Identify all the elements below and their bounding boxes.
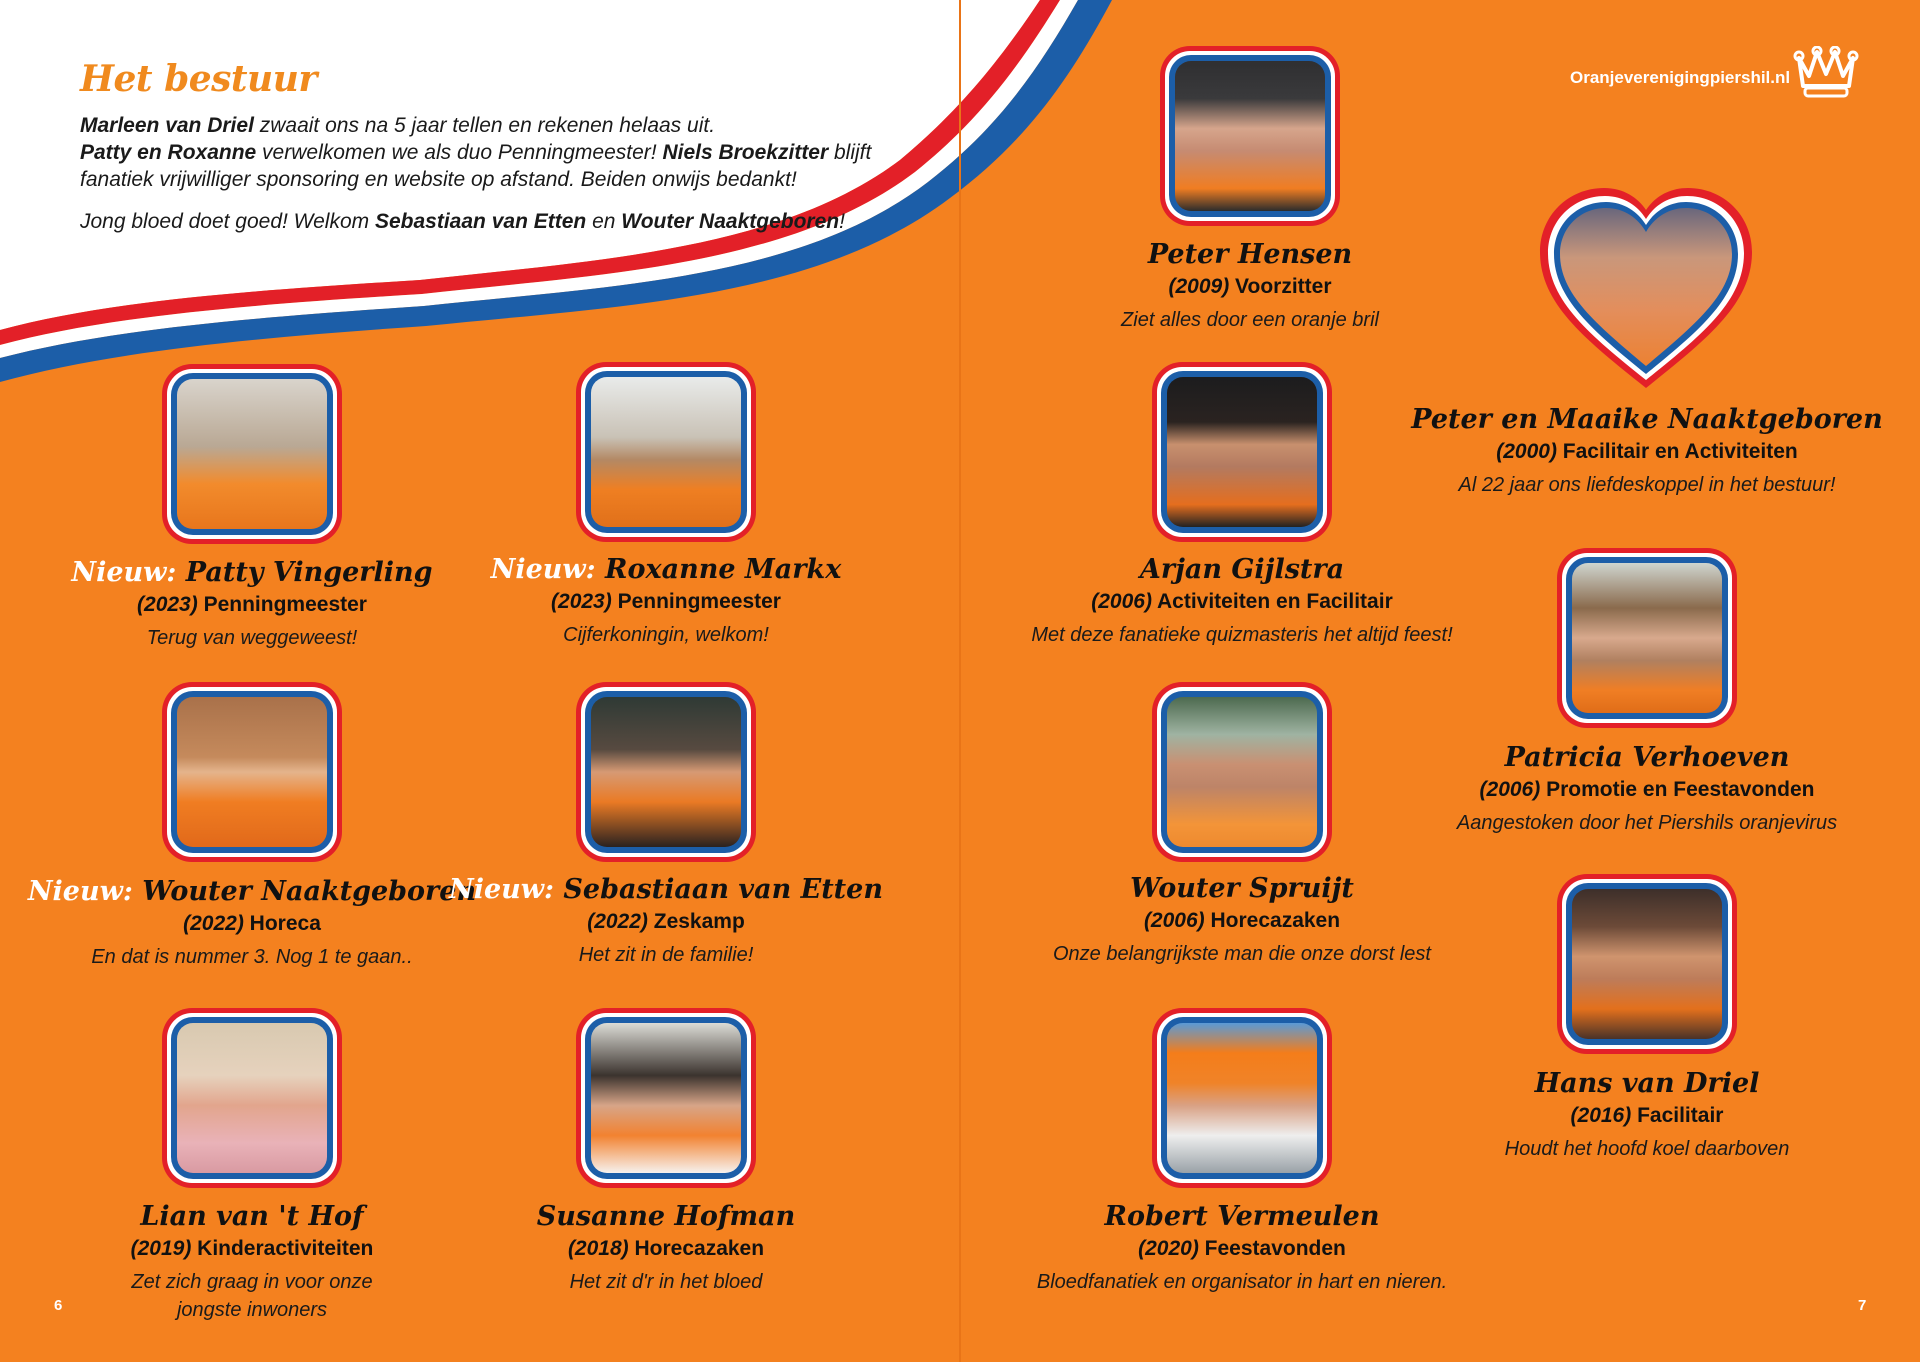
member-role <box>12 590 492 620</box>
section-title: Het bestuur <box>80 58 317 100</box>
website-link[interactable]: Oranjeverenigingpiershil.nl <box>1570 68 1791 87</box>
member-role <box>426 907 906 937</box>
page-number-left: 6 <box>54 1297 63 1314</box>
member-role-text: Kinderactiviteiten <box>197 1237 374 1260</box>
member-name <box>1407 741 1887 775</box>
intro-text-span: Jong bloed doet goed! Welkom <box>80 210 375 233</box>
intro-bold: Sebastiaan van Etten <box>374 210 587 233</box>
member-photo-hans <box>1557 874 1737 1054</box>
member-role <box>1010 272 1490 302</box>
member-name <box>1002 872 1482 906</box>
member-name-text: Wouter Spruijt <box>1130 873 1354 904</box>
member-name <box>12 556 492 590</box>
member-card <box>426 1200 906 1296</box>
member-tagline: Het zit in de familie! <box>578 944 754 966</box>
member-name-text: Peter Hensen <box>1147 239 1353 270</box>
intro-bold: Marleen van Driel <box>80 114 254 137</box>
member-name-text: Patricia Verhoeven <box>1504 742 1790 773</box>
member-name <box>12 1200 492 1234</box>
member-name-text: Wouter Naaktgeboren <box>142 876 477 907</box>
member-tagline: Al 22 jaar ons liefdeskoppel in het bestuur! <box>1458 474 1836 496</box>
member-photo-peter-hensen <box>1160 46 1340 226</box>
member-card <box>1002 1200 1482 1296</box>
member-role <box>1407 437 1887 467</box>
member-tagline: Ziet alles door een oranje bril <box>1121 309 1379 331</box>
page-number-right: 7 <box>1858 1297 1867 1314</box>
member-role-text: Facilitair en Activiteiten <box>1562 440 1798 463</box>
member-role-text: Penningmeester <box>203 593 367 616</box>
member-tagline: Aangestoken door het Piershils oranjevirus <box>1456 812 1838 834</box>
member-year: (2016) <box>1570 1104 1632 1127</box>
member-tagline: Bloedfanatiek en organisator in hart en nieren. <box>1036 1271 1448 1293</box>
member-role-text: Promotie en Feestavonden <box>1546 778 1815 801</box>
member-card <box>1407 1067 1887 1163</box>
crown-icon <box>1793 46 1859 98</box>
member-name-text: Hans van Driel <box>1534 1068 1760 1099</box>
member-photo-robert <box>1152 1008 1332 1188</box>
member-role-text: Horeca <box>249 912 321 935</box>
member-tagline: Houdt het hoofd koel daarboven <box>1504 1138 1790 1160</box>
member-name <box>426 553 906 587</box>
intro-paragraph-1 <box>80 112 900 193</box>
member-card <box>1002 872 1482 968</box>
member-photo-sebastiaan <box>576 682 756 862</box>
member-tagline: Het zit d'r in het bloed <box>569 1271 763 1293</box>
member-year: (2000) <box>1496 440 1557 463</box>
member-tagline-line: Zet zich graag in voor onze <box>131 1271 373 1293</box>
member-role-text: Penningmeester <box>617 590 781 613</box>
member-name-text: Lian van 't Hof <box>140 1201 364 1232</box>
intro-text-span: en <box>586 210 622 233</box>
member-role-text: Activiteiten en Facilitair <box>1157 590 1393 613</box>
member-year: (2022) <box>183 912 244 935</box>
member-name <box>1002 1200 1482 1234</box>
member-year: (2018) <box>567 1237 629 1260</box>
member-role <box>1002 1234 1482 1264</box>
member-year: (2023) <box>551 590 612 613</box>
member-year: (2023) <box>137 593 198 616</box>
member-name <box>1002 553 1482 587</box>
member-card <box>12 875 492 971</box>
intro-text-span: zwaait ons na 5 jaar tellen en rekenen helaas uit. <box>253 114 716 137</box>
member-name <box>426 873 906 907</box>
member-card <box>426 873 906 969</box>
member-year: (2019) <box>130 1237 192 1260</box>
member-year: (2020) <box>1138 1237 1199 1260</box>
intro-bold: Patty en Roxanne <box>80 141 257 164</box>
member-name <box>1407 403 1887 437</box>
member-card <box>12 556 492 652</box>
intro-text <box>80 112 900 250</box>
member-name-text: Robert Vermeulen <box>1104 1201 1380 1232</box>
member-name-text: Roxanne Markx <box>605 554 842 585</box>
member-tagline <box>12 1268 492 1324</box>
member-tagline: Onze belangrijkste man die onze dorst lest <box>1053 943 1431 965</box>
member-photo-roxanne <box>576 362 756 542</box>
member-role-text: Voorzitter <box>1235 275 1332 298</box>
member-tagline: Terug van weggeweest! <box>146 627 358 649</box>
member-photo-patty <box>162 364 342 544</box>
member-role <box>1002 587 1482 617</box>
member-role <box>1002 906 1482 936</box>
intro-text-span: ! <box>839 210 845 233</box>
member-role <box>12 1234 492 1264</box>
member-card <box>426 553 906 649</box>
member-photo-wouter-spruijt <box>1152 682 1332 862</box>
member-name <box>1010 238 1490 272</box>
new-label: Nieuw: <box>449 874 564 905</box>
member-year: (2022) <box>587 910 648 933</box>
member-year: (2006) <box>1091 590 1152 613</box>
member-tagline: En dat is nummer 3. Nog 1 te gaan.. <box>91 946 413 968</box>
member-name-text: Susanne Hofman <box>536 1201 796 1232</box>
new-label: Nieuw: <box>27 876 143 907</box>
intro-paragraph-2 <box>80 208 900 235</box>
member-role <box>426 587 906 617</box>
member-photo-lian <box>162 1008 342 1188</box>
member-card <box>1002 553 1482 649</box>
member-name <box>426 1200 906 1234</box>
member-role-text: Horecazaken <box>1210 909 1341 932</box>
member-role <box>426 1234 906 1264</box>
member-name-text: Patty Vingerling <box>185 557 433 588</box>
member-role-text: Facilitair <box>1637 1104 1724 1127</box>
member-photo-wouter-naaktgeboren <box>162 682 342 862</box>
page-spine <box>959 0 961 1362</box>
member-card <box>12 1200 492 1324</box>
member-role-text: Horecazaken <box>634 1237 765 1260</box>
member-name-text: Sebastiaan van Etten <box>563 874 883 905</box>
intro-bold: Wouter Naaktgeboren <box>621 210 840 233</box>
member-name-text: Peter en Maaike Naaktgeboren <box>1411 404 1883 435</box>
member-name <box>1407 1067 1887 1101</box>
member-card <box>1010 238 1490 334</box>
member-photo-peter-maaike-heart <box>1536 184 1756 394</box>
member-name-text: Arjan Gijlstra <box>1139 554 1345 585</box>
member-card <box>1407 403 1887 499</box>
member-role <box>12 909 492 939</box>
member-name <box>12 875 492 909</box>
member-tagline: Met deze fanatieke quizmasteris het altijd feest! <box>1031 624 1453 646</box>
member-year: (2006) <box>1143 909 1205 932</box>
member-role <box>1407 775 1887 805</box>
member-tagline-line: jongste inwoners <box>176 1299 328 1321</box>
member-card <box>1407 741 1887 837</box>
new-label: Nieuw: <box>490 554 606 585</box>
member-photo-patricia <box>1557 548 1737 728</box>
member-photo-arjan <box>1152 362 1332 542</box>
member-role <box>1407 1101 1887 1131</box>
member-role-text: Zeskamp <box>653 910 745 933</box>
member-photo-susanne <box>576 1008 756 1188</box>
new-label: Nieuw: <box>71 557 186 588</box>
member-role-text: Feestavonden <box>1204 1237 1346 1260</box>
intro-text-span: blijft fanatiek vrijwilliger sponsoring en website op afstand. Beiden onwijs bedankt! <box>80 141 872 191</box>
intro-text-span: verwelkomen we als duo Penningmeester! <box>256 141 663 164</box>
intro-bold: Niels Broekzitter <box>662 141 829 164</box>
member-tagline: Cijferkoningin, welkom! <box>563 624 769 646</box>
member-year: (2006) <box>1479 778 1541 801</box>
member-year: (2009) <box>1168 275 1230 298</box>
